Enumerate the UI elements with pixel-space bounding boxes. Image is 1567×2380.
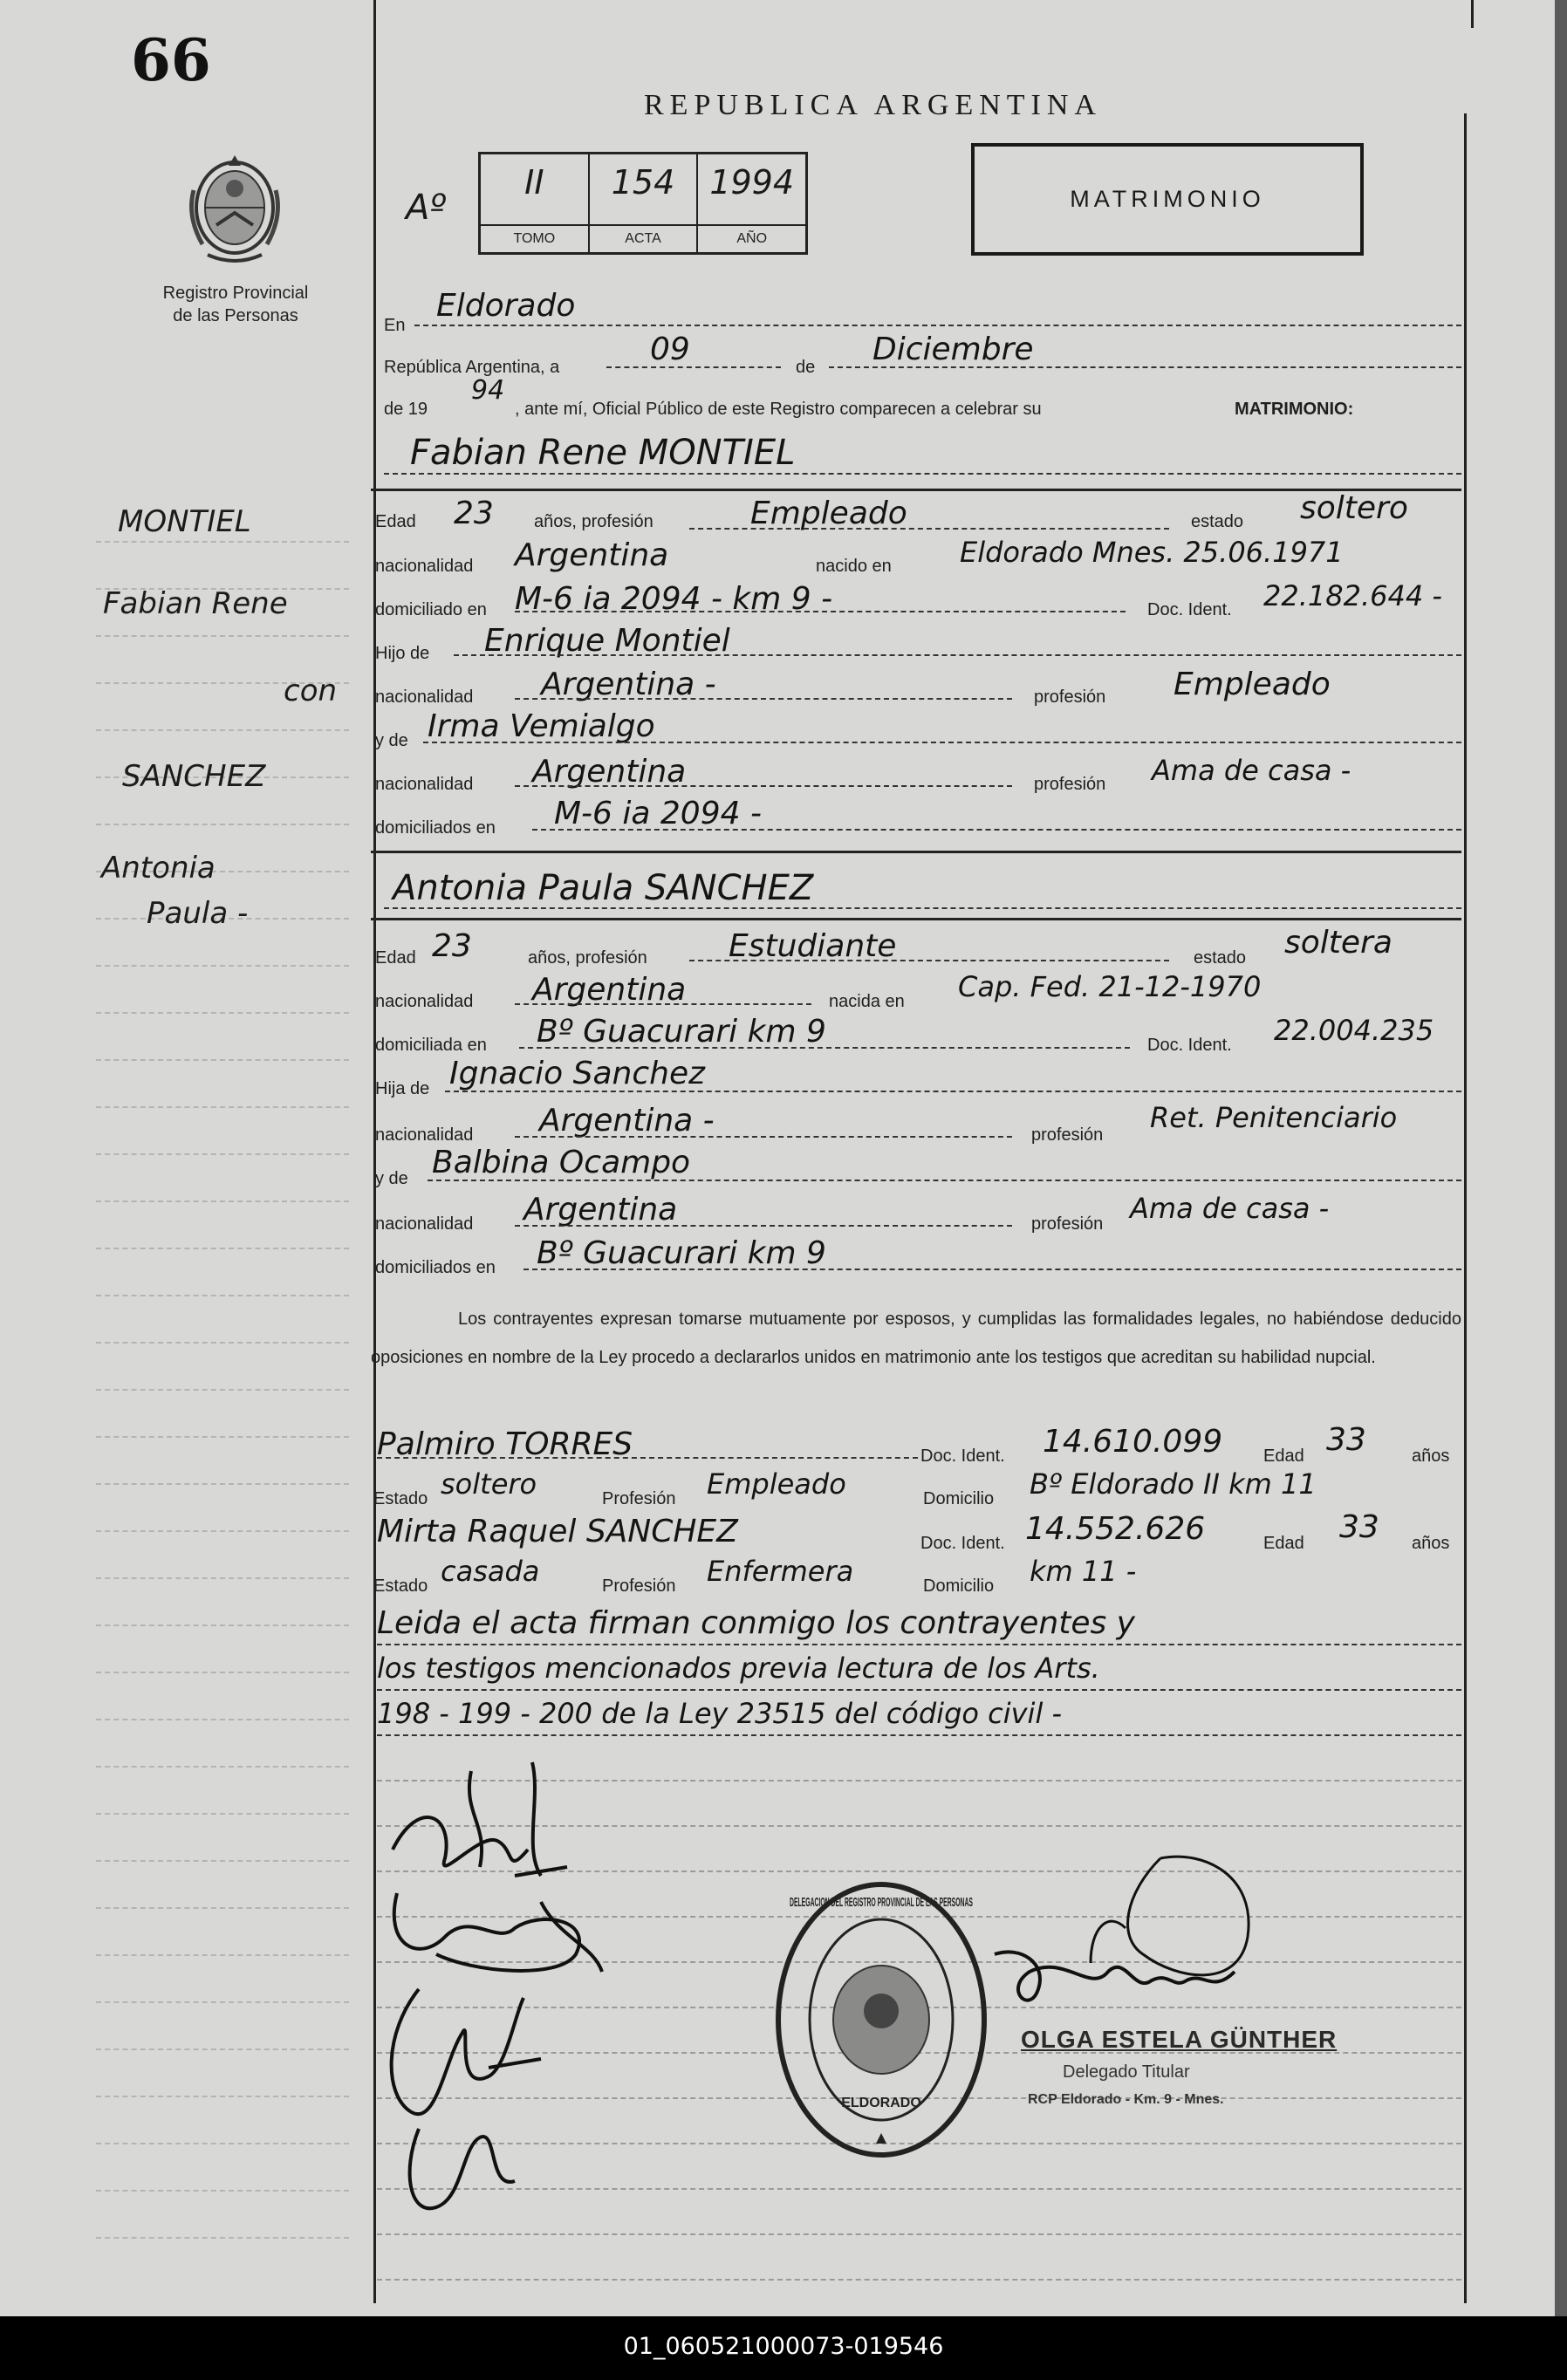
seal-place: ELDORADO [841, 2096, 921, 2110]
bride-father-prof: Ret. Penitenciario [1150, 1101, 1398, 1134]
groom-parents-dom: M-6 ia 2094 - [554, 796, 762, 831]
coat-of-arms-icon [181, 147, 288, 270]
groom-father-nat: Argentina - [541, 667, 716, 702]
witness1-edad-label: Edad [1263, 1446, 1304, 1466]
groom-father-prof-label: profesión [1034, 687, 1106, 707]
witness2-edad-label: Edad [1263, 1534, 1304, 1553]
witness2-dom-label: Domicilio [923, 1576, 995, 1596]
bride-estado: soltera [1284, 925, 1393, 961]
groom-birth: Eldorado Mnes. 25.06.1971 [960, 536, 1344, 569]
place-value: Eldorado [436, 288, 576, 324]
witness1-doc: 14.610.099 [1043, 1424, 1223, 1460]
bride-doc-label: Doc. Ident. [1147, 1036, 1232, 1055]
groom-mother: Irma Vemialgo [428, 708, 655, 744]
image-id-footer: 01_060521000073-019546 [0, 2316, 1567, 2380]
witness1-doc-label: Doc. Ident. [920, 1446, 1005, 1466]
ano-label: AÑO [698, 224, 805, 252]
acta-cell [590, 154, 699, 252]
groom-prof-label: años, profesión [534, 512, 653, 531]
groom-mother-nat-label: nacionalidad [375, 775, 474, 794]
declaration-paragraph: Los contrayentes expresan tomarse mutuamente por esposos, y cumplidas las formalidades legales, no habiéndose deducido oposiciones en nombre de la Ley procedo a declararlos unidos en matrimonio ante los testigos que acreditan su habilidad nupcial. [371, 1310, 1461, 1367]
margin-note-bride-surname: SANCHEZ [122, 759, 266, 794]
bride-parents-dom-label: domiciliados en [375, 1258, 496, 1277]
official-seal-icon [768, 1871, 995, 2168]
closing-line-2: los testigos mencionados previa lectura de los Arts. [377, 1652, 1100, 1685]
bride-mother-prof: Ama de casa - [1130, 1192, 1330, 1225]
groom-father-nat-label: nacionalidad [375, 687, 474, 707]
ante-text: , ante mí, Oficial Público de este Registro comparecen a celebrar su [515, 400, 1042, 419]
groom-nacido-label: nacido en [816, 557, 892, 576]
groom-estado: soltero [1300, 490, 1408, 526]
bride-full-name: Antonia Paula SANCHEZ [393, 868, 814, 908]
page-edge-shadow [1555, 0, 1567, 2316]
witness1-profession: Empleado [707, 1467, 846, 1501]
groom-mother-nat: Argentina [532, 754, 687, 790]
closing-line-1: Leida el acta firman conmigo los contrayentes y [377, 1605, 1135, 1641]
officer-signature [986, 1841, 1274, 2041]
groom-parents-dom-label: domiciliados en [375, 818, 496, 838]
matrimonio-word: MATRIMONIO: [1235, 400, 1354, 419]
groom-father: Enrique Montiel [484, 623, 730, 659]
seal-text: DELEGACION DEL REGISTRO PROVINCIAL DE LAS PERSONAS [790, 1895, 973, 1910]
page-number: 66 [131, 26, 211, 94]
right-rule [1464, 113, 1467, 2303]
de-label: de [796, 358, 816, 377]
bride-domicile: Bº Guacurari km 9 [537, 1014, 826, 1050]
groom-father-prof: Empleado [1174, 667, 1331, 702]
margin-note-bride-name: Antonia [101, 851, 216, 886]
registry-name: Registro Provincial de las Personas [162, 284, 309, 325]
witness1-dom-label: Domicilio [923, 1489, 995, 1508]
party-signatures [366, 1745, 628, 2233]
witness2-doc-label: Doc. Ident. [920, 1534, 1005, 1553]
bride-mother: Balbina Ocampo [432, 1145, 691, 1180]
witness1-estado-label: Estado [373, 1489, 428, 1508]
groom-mother-prof: Ama de casa - [1152, 754, 1351, 787]
witness1-domicile: Bº Eldorado II km 11 [1030, 1467, 1317, 1501]
groom-full-name: Fabian Rene MONTIEL [410, 433, 796, 473]
witness2-doc: 14.552.626 [1025, 1511, 1206, 1547]
bride-birth: Cap. Fed. 21-12-1970 [958, 970, 1262, 1003]
month-value: Diciembre [872, 332, 1034, 367]
en-label: En [384, 316, 406, 335]
margin-note-surname: MONTIEL [118, 504, 251, 539]
bride-father: Ignacio Sanchez [449, 1056, 705, 1091]
ano-cell [698, 154, 805, 252]
tomo-label: TOMO [481, 224, 588, 252]
groom-nat-label: nacionalidad [375, 557, 474, 576]
witness1-anos-label: años [1412, 1446, 1450, 1466]
bride-nat-label: nacionalidad [375, 992, 474, 1011]
officer-place: RCP Eldorado - Km. 9 - Mnes. [1028, 2092, 1224, 2107]
acta-value: 154 [611, 163, 675, 202]
bride-parents-dom: Bº Guacurari km 9 [537, 1235, 826, 1271]
tomo-value: II [524, 163, 544, 202]
bride-yde-label: y de [375, 1169, 408, 1188]
tomo-cell [481, 154, 590, 252]
acta-label: ACTA [590, 224, 697, 252]
bride-estado-label: estado [1194, 948, 1247, 968]
witness1-age: 33 [1326, 1422, 1366, 1458]
bride-dom-label: domiciliada en [375, 1036, 487, 1055]
witness2-prof-label: Profesión [602, 1576, 676, 1596]
witness2-estado: casada [441, 1555, 540, 1588]
groom-profession: Empleado [750, 496, 907, 531]
groom-age: 23 [454, 496, 494, 531]
day-value: 09 [650, 332, 690, 367]
witness2-name: Mirta Raquel SANCHEZ [377, 1514, 738, 1549]
year-prefix: de 19 [384, 400, 428, 419]
ano-value: 1994 [709, 163, 795, 202]
groom-doc: 22.182.644 - [1263, 579, 1442, 612]
groom-mother-prof-label: profesión [1034, 775, 1106, 794]
year-suffix: 94 [471, 375, 505, 406]
bride-father-nat-label: nacionalidad [375, 1125, 474, 1145]
margin-note-bride-middle: Paula - [147, 896, 249, 931]
officer-role: Delegado Titular [1063, 2062, 1190, 2082]
groom-hijo-label: Hijo de [375, 644, 430, 663]
witness2-domicile: km 11 - [1030, 1555, 1137, 1588]
margin-note-con: con [284, 674, 338, 708]
groom-yde-label: y de [375, 731, 408, 750]
closing-line-3: 198 - 199 - 200 de la Ley 23515 del código civil - [377, 1697, 1063, 1730]
bride-father-prof-label: profesión [1031, 1125, 1104, 1145]
bride-mother-nat-label: nacionalidad [375, 1214, 474, 1234]
groom-nationality: Argentina [515, 537, 669, 573]
margin-note-given-names: Fabian Rene [103, 586, 288, 621]
bride-doc: 22.004.235 [1274, 1014, 1434, 1047]
bride-profession: Estudiante [729, 928, 897, 964]
republica-label: República Argentina, a [384, 358, 560, 377]
witness2-anos-label: años [1412, 1534, 1450, 1553]
groom-domicile: M-6 ia 2094 - km 9 - [515, 581, 833, 617]
top-right-tick [1471, 0, 1474, 28]
bride-prof-label: años, profesión [528, 948, 647, 968]
as-mark: Aº [406, 188, 447, 228]
bride-mother-prof-label: profesión [1031, 1214, 1104, 1234]
groom-edad-label: Edad [375, 512, 416, 531]
groom-dom-label: domiciliado en [375, 600, 487, 619]
record-reference-box [478, 152, 808, 255]
bride-age: 23 [432, 928, 472, 964]
officer-name: OLGA ESTELA GÜNTHER [1021, 2026, 1338, 2053]
witness1-estado: soltero [441, 1467, 537, 1501]
bride-edad-label: Edad [375, 948, 416, 968]
witness2-profession: Enfermera [707, 1555, 854, 1588]
bride-father-nat: Argentina - [539, 1103, 715, 1139]
witness2-age: 33 [1339, 1509, 1379, 1545]
bride-hija-label: Hija de [375, 1079, 430, 1098]
bride-nationality: Argentina [532, 972, 687, 1008]
country-title: REPUBLICA ARGENTINA [644, 89, 1102, 121]
document-type-box: MATRIMONIO [971, 143, 1364, 256]
groom-estado-label: estado [1191, 512, 1244, 531]
bride-mother-nat: Argentina [523, 1192, 678, 1228]
witness2-estado-label: Estado [373, 1576, 428, 1596]
witness1-name: Palmiro TORRES [377, 1426, 633, 1462]
witness1-prof-label: Profesión [602, 1489, 676, 1508]
bride-nacida-label: nacida en [829, 992, 905, 1011]
groom-doc-label: Doc. Ident. [1147, 600, 1232, 619]
